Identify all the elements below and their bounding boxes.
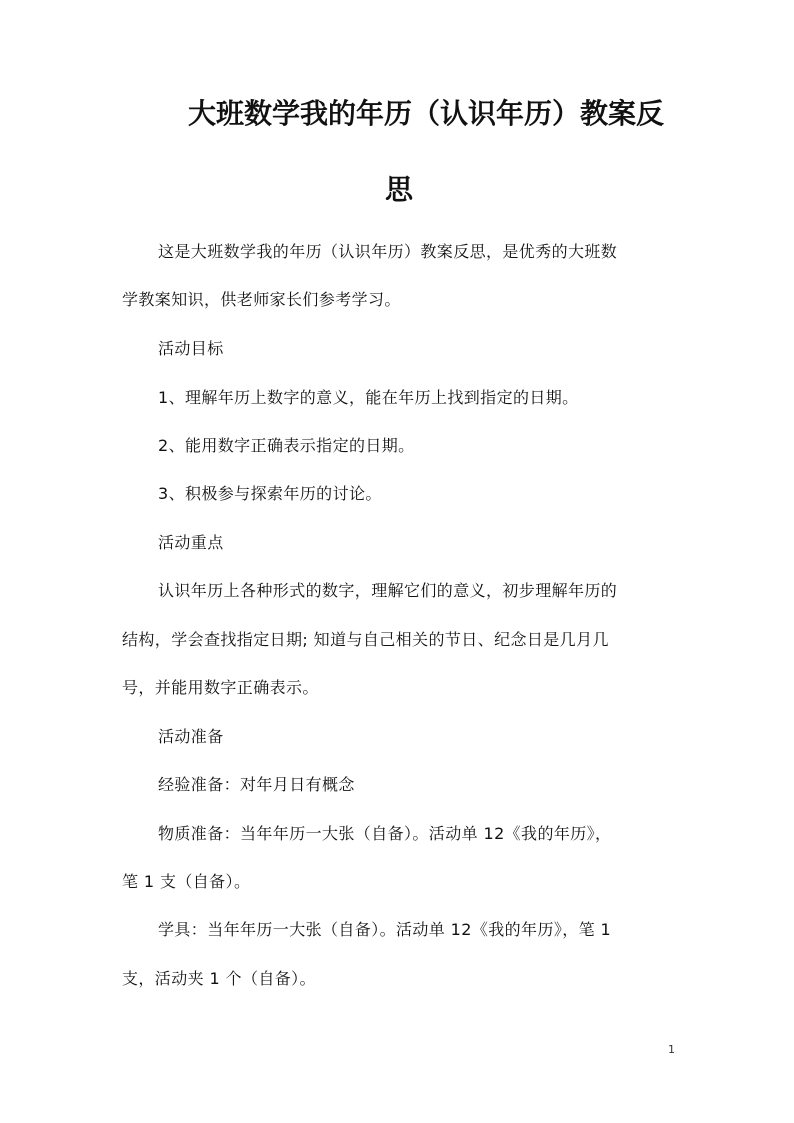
document-title-line-2: 思 (385, 173, 414, 206)
focus-line-3: 号，并能用数字正确表示。 (122, 678, 319, 697)
prep-experience: 经验准备：对年月日有概念 (158, 775, 355, 794)
focus-line-1: 认识年历上各种形式的数字，理解它们的意义，初步理解年历的 (158, 581, 618, 600)
heading-prep: 活动准备 (158, 727, 224, 746)
prep-material-line-1: 物质准备：当年年历一大张（自备）。活动单 12《我的年历》， (158, 824, 612, 843)
document-title-line-1: 大班数学我的年历（认识年历）教案反 (188, 97, 665, 130)
intro-line-1: 这是大班数学我的年历（认识年历）教案反思，是优秀的大班数 (158, 242, 618, 261)
prep-tools-line-1: 学具：当年年历一大张（自备）。活动单 12《我的年历》，笔 1 (158, 920, 612, 939)
prep-material-line-2: 笔 1 支（自备）。 (122, 872, 251, 891)
goal-item-3: 3、积极参与探索年历的讨论。 (158, 484, 382, 503)
goal-item-1: 1、理解年历上数字的意义，能在年历上找到指定的日期。 (158, 388, 579, 407)
heading-focus: 活动重点 (158, 533, 224, 552)
heading-goals: 活动目标 (158, 339, 224, 358)
goal-item-2: 2、能用数字正确表示指定的日期。 (158, 436, 415, 455)
page-number: 1 (668, 1043, 675, 1056)
focus-line-2: 结构，学会查找指定日期; 知道与自己相关的节日、纪念日是几月几 (122, 630, 609, 649)
intro-line-2: 学教案知识，供老师家长们参考学习。 (122, 290, 401, 309)
prep-tools-line-2: 支，活动夹 1 个（自备）。 (122, 969, 316, 988)
